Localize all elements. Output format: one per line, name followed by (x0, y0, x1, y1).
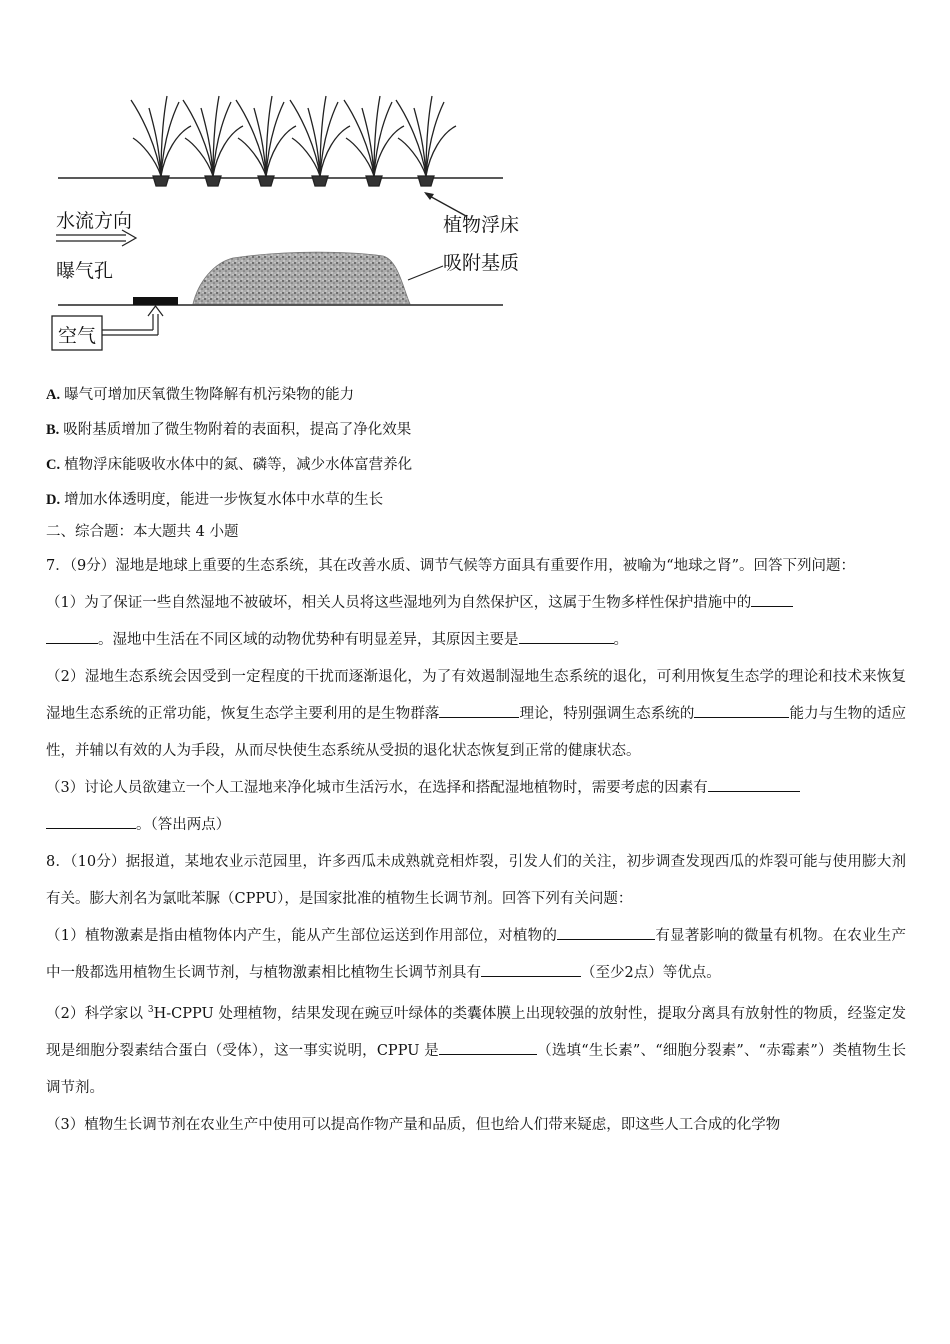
question-content (46, 385, 906, 1144)
blank (481, 962, 581, 977)
air-label: 空气 (58, 325, 97, 347)
substrate-mound (193, 252, 410, 304)
flow-direction-label: 水流方向 (56, 210, 133, 232)
plants (131, 96, 456, 186)
adsorb-substrate-label: 吸附基质 (443, 252, 520, 274)
q8-part1: （1）植物激素是指由植物体内产生，能从产生部位运送到作用部位，对植物的 有显著影响的微量有机物。在农业生产中一般都选用植物生长调节剂，与植物激素相比植物生长调节剂具有 （至少2点）等优点。 (46, 918, 906, 992)
plant-icon (236, 96, 296, 186)
blank (694, 703, 789, 718)
q8-part3: （3）植物生长调节剂在农业生产中使用可以提高作物产量和品质，但也给人们带来疑虑，即这些人工合成的化学物 (46, 1117, 781, 1133)
plant-icon (396, 96, 456, 186)
q7-part1: （1）为了保证一些自然湿地不被破坏，相关人员将这些湿地列为自然保护区，这属于生物多样性保护措施中的 。湿地中生活在不同区域的动物优势种有明显差异，其原因主要是 。 (46, 585, 906, 659)
air-pipe-icon (102, 306, 163, 335)
substrate-pointer (408, 266, 443, 280)
option-d: D. 增加水体透明度，能进一步恢复水体中水草的生长 (46, 492, 384, 508)
section-title: 二、综合题：本大题共 4 小题 (46, 524, 239, 540)
blank (439, 1040, 537, 1055)
blank (519, 629, 614, 644)
aeration-hole-label: 曝气孔 (56, 260, 114, 282)
q8-head: 8．（10分）据报道，某地农业示范园里，许多西瓜未成熟就竞相炸裂，引发人们的关注，初步调查发现西瓜的炸裂可能与使用膨大剂有关。膨大剂名为氯吡苯脲（CPPU），是国家批准的植物生长调节剂。回答下列有关问题： (46, 854, 906, 907)
option-a: A. 曝气可增加厌氧微生物降解有机污染物的能力 (46, 387, 355, 403)
blank (46, 814, 136, 829)
plant-icon (183, 96, 243, 186)
q7-head: 7．（9分）湿地是地球上重要的生态系统，其在改善水质、调节气候等方面具有重要作用，被喻为“地球之肾”。回答下列问题： (46, 558, 856, 574)
q7-part2: （2）湿地生态系统会因受到一定程度的干扰而逐渐退化，为了有效遏制湿地生态系统的退化，可利用恢复生态学的理论和技术来恢复湿地生态系统的正常功能，恢复生态学主要利用的是生物群落 理论，特别强调生态系统的 能力与生物的适应性，并辅以有效的人为手段，从而尽快使生态系统从受损的退化状态恢复到正常的健康状态。 (46, 669, 907, 759)
q8-part2: （2）科学家以 $^3$H-CPPU 处理植物，结果发现在豌豆叶绿体的类囊体膜上出现较强的放射性，提取分离具有放射性的物质，经鉴定发现是细胞分裂素结合蛋白（受体），这一事实说明，CPPU 是 （选填“生长素”、“细胞分裂素”、“赤霉素”）类植物生长调节剂。 (46, 1005, 906, 1096)
blank (557, 925, 655, 940)
blank (439, 703, 519, 718)
plant-icon (290, 96, 350, 186)
q7-part3: （3）讨论人员欲建立一个人工湿地来净化城市生活污水，在选择和搭配湿地植物时，需要考虑的因素有 。（答出两点） (46, 770, 906, 844)
plant-icon (344, 96, 404, 186)
blank (46, 629, 98, 644)
blank (708, 777, 800, 792)
aeration-hole (133, 297, 178, 305)
plant-icon (131, 96, 191, 186)
option-c: C. 植物浮床能吸收水体中的氮、磷等，减少水体富营养化 (46, 457, 413, 473)
wetland-diagram (48, 88, 538, 358)
blank (751, 592, 793, 607)
option-b: B. 吸附基质增加了微生物附着的表面积，提高了净化效果 (46, 422, 412, 438)
plant-bed-label: 植物浮床 (443, 214, 520, 236)
